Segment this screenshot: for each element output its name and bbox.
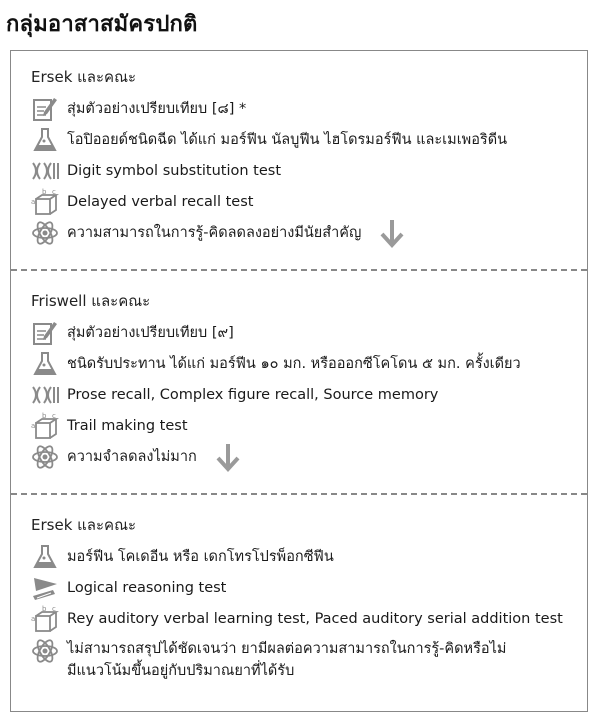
svg-text:c: c: [52, 604, 56, 613]
item-text-line: ไม่สามารถสรุปได้ชัดเจนว่า ยามีผลต่อความสามารถในการรู้-คิดหรือไม่: [67, 641, 507, 657]
list-item: [31, 155, 587, 186]
atom-icon: [31, 218, 67, 248]
arrow-down-icon: [215, 442, 241, 472]
list-item: [31, 93, 587, 124]
dna-icon: [31, 156, 67, 186]
dna-icon: [31, 380, 67, 410]
svg-text:b: b: [42, 604, 47, 613]
pencil-paper-icon: [31, 318, 67, 348]
item-text: โอปิออยด์ชนิดฉีด ได้แก่ มอร์ฟีน นัลบูฟีน ไฮโดรมอร์ฟีน และเมเพอริดีน: [67, 132, 508, 148]
flask-icon: [31, 542, 67, 572]
item-text: มอร์ฟีน โคเดอีน หรือ เดกโทรโปรพ็อกซีฟีน: [67, 549, 334, 565]
list-item: [31, 348, 587, 379]
list-item: [31, 603, 587, 634]
page-title: กลุ่มอาสาสมัครปกติ: [6, 12, 198, 37]
ruler-pencil-icon: [31, 573, 67, 603]
list-item: [31, 124, 587, 155]
item-text: ชนิดรับประทาน ได้แก่ มอร์ฟีน ๑๐ มก. หรือออกซีโคโดน ๕ มก. ครั้งเดียว: [67, 356, 521, 372]
flask-icon: [31, 125, 67, 155]
atom-icon: [31, 442, 67, 472]
item-text: Prose recall, Complex figure recall, Source memory: [67, 386, 439, 403]
svg-text:c: c: [52, 187, 56, 196]
svg-text:c: c: [52, 411, 56, 420]
item-text: ความจำลดลงไม่มาก: [67, 449, 197, 465]
cube-abc-icon: [31, 411, 67, 441]
section-ersek-1: [11, 65, 587, 248]
item-text-line: มีแนวโน้มขึ้นอยู่กับปริมาณยาที่ได้รับ: [67, 663, 295, 679]
svg-text:a: a: [31, 197, 36, 206]
svg-text:b: b: [42, 187, 47, 196]
item-text: Rey auditory verbal learning test, Paced auditory serial addition test: [67, 610, 563, 627]
section-divider: [11, 269, 587, 271]
item-text: Delayed verbal recall test: [67, 193, 254, 210]
atom-icon: [31, 636, 67, 666]
arrow-down-icon: [379, 218, 405, 248]
list-item: [31, 186, 587, 217]
section-title: Friswell และคณะ: [31, 292, 151, 310]
flask-icon: [31, 349, 67, 379]
svg-text:a: a: [31, 421, 36, 430]
pencil-paper-icon: [31, 94, 67, 124]
list-item: [31, 541, 587, 572]
section-ersek-2: [11, 513, 587, 682]
section-title: Ersek และคณะ: [31, 68, 137, 86]
list-item: [31, 634, 587, 682]
list-item: [31, 317, 587, 348]
section-divider: [11, 493, 587, 495]
svg-text:a: a: [31, 614, 36, 623]
list-item: [31, 217, 587, 248]
item-text: [67, 636, 506, 682]
content-frame: [10, 50, 588, 712]
item-text: Trail making test: [67, 417, 188, 434]
item-text: Digit symbol substitution test: [67, 162, 282, 179]
list-item: [31, 379, 587, 410]
list-item: [31, 441, 587, 472]
cube-abc-icon: [31, 187, 67, 217]
cube-abc-icon: [31, 604, 67, 634]
list-item: [31, 572, 587, 603]
svg-text:b: b: [42, 411, 47, 420]
section-title: Ersek และคณะ: [31, 516, 137, 534]
item-text: สุ่มตัวอย่างเปรียบเทียบ [๙]: [67, 325, 234, 341]
item-text: Logical reasoning test: [67, 579, 227, 596]
list-item: [31, 410, 587, 441]
item-text: ความสามารถในการรู้-คิดลดลงอย่างมีนัยสำคัญ: [67, 225, 362, 241]
item-text: สุ่มตัวอย่างเปรียบเทียบ [๘] *: [67, 101, 247, 117]
section-friswell: [11, 289, 587, 472]
